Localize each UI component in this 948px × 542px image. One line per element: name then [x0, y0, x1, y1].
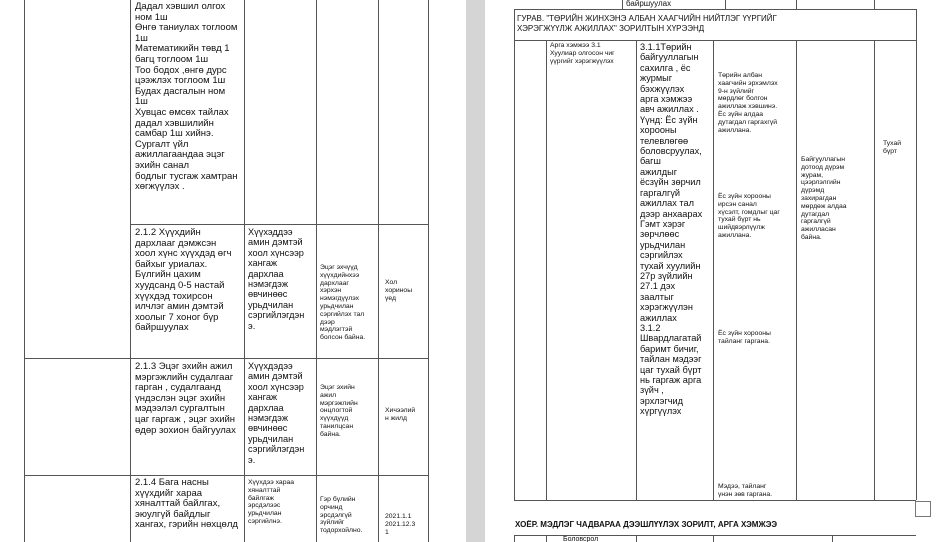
table-border — [24, 475, 428, 476]
table-border — [916, 9, 917, 500]
table-border — [514, 500, 916, 501]
table-cell-indicator: Байгууллагын дотоод дүрэм журам, цээрлэлгийн дүрэмд захирагдан мөрдөж алдаа дутагдал гаргалгүй ажилласан байна. — [801, 156, 847, 241]
table-cell-result: Ёс зүйн хорооны тайланг гаргана. — [718, 330, 771, 345]
table-cell-time: Хол хориноы үед — [385, 279, 413, 302]
table-border — [316, 0, 317, 542]
table-cell-time: Хичээлий н жилд — [385, 407, 416, 422]
table-border — [622, 0, 623, 9]
section-title: ГУРАВ. "ТӨРИЙН ЖИНХЭНЭ АЛБАН ХААГЧИЙН НИЙТЛЭГ ҮҮРГИЙГ ХЭРЭГЖҮҮЛЖ АЖИЛЛАХ" ЗОРИЛТЫН ХҮРЭЭНД — [517, 14, 777, 33]
table-border — [713, 535, 714, 542]
table-cell-policy: Арга хэмжээ 3.1 Хуулиар олгосон чиг үүргийг хэрэгжүүлэх — [550, 42, 615, 65]
table-border — [796, 40, 797, 500]
table-border — [874, 40, 875, 500]
table-border — [130, 0, 131, 542]
table-border — [796, 0, 797, 9]
table-border — [514, 9, 916, 10]
table-cell-activity: 2.1.3 Эцэг эхийн ажил мэргэжлийн судалгааг гарган , судалгаанд үндэслэн эцэг эхийн мэдээлэл сургалтын цаг гаргаж , эцэг эхийн өдөр зохион байгуулах — [135, 361, 236, 436]
table-border — [546, 535, 547, 542]
table-border — [874, 0, 875, 9]
table-cell-indicator: Эцэг эхчүүд хүүхдийнхээ дархлааг хэрхэн нэмэгдүүлэх урьдчилан сэргийлэх тал дээр мэдлэгтэй болсон байна. — [320, 264, 366, 342]
table-cell-result: Хүүхэддээ амин дэмтэй хоол хүнсээр хангаж дархлаа нэмэгдэж өвчинөөс урьдчилан сэргийлэгдэн э. — [248, 227, 305, 331]
table-cell-result: Төрийн албан хаагчийн эрхэмлэх 9-н зүйлийг мөрдлөг болгон ажиллаж хэвшинэ. Ёс зүйн алдаа дутагдал гаргахгүй ажиллана. — [718, 72, 778, 134]
activity-cell-text: Дадал хэвшил олгох ном 1ш Өнгө таниулах тоглоом 1ш Математикийн төвд 1 багц тоглоом 1ш Тоо бодох ,өнгө дурс цээжлэх тоглоом 1ш Будах дасгалын ном 1ш Хувцас өмсөх тайлах дадал хэвшилийн самбар 1ш хийнэ. Сургалт үйл ажиллагаандаа эцэг эхийн санал бодлыг тусгаж хамтран хөгжүүлэх . — [135, 1, 238, 193]
table-cell-indicator: Эцэг эхийн ажил мэргэжлийн онцлогтой хүүхдүүд танилцсан байна. — [320, 384, 358, 438]
table-border — [713, 40, 714, 500]
table-cell-result: Хүүхдээ хараа хяналттай байлгаж эрсдэлээс урьдчилан сэргийлнэ. — [248, 479, 295, 525]
table-border — [514, 40, 916, 41]
page-gap — [466, 0, 485, 542]
table-cell-indicator: Гэр бүлийн орчинд эрсдэлгүй зүйлийг тодорхойлно. — [320, 496, 363, 535]
table-cell-result: Хүүхдэдээ амин дэмтэй хоол хүнсээр хангаж дархлаа нэмэгдэж өвчинөөс урьдчилан сэргийлэгдэн э. — [248, 361, 305, 465]
table-border — [725, 0, 726, 9]
table-cell-time: 2021.1.1 2021.12.3 1 — [385, 513, 416, 536]
table-cell-fragment: Боловсрол — [563, 536, 599, 542]
section-title: ХОЁР. МЭДЛЭГ ЧАДВАРАА ДЭЭШЛҮҮЛЭХ ЗОРИЛТ, АРГА ХЭМЖЭЭ — [515, 520, 778, 529]
table-cell-activity: 2.1.4 Бага насны хүүхдийг хараа хяналттай байлгах, эюулгүй байдлыг хангах, гэрийн нөхцөлд — [135, 477, 238, 531]
table-border — [636, 40, 637, 500]
table-border — [514, 9, 515, 500]
table-border — [514, 535, 515, 542]
table-border — [244, 0, 245, 542]
table-cell-activity: 2.1.2 Хүүхдийн дархлааг дэмжсэн хоол хүнс хүүхдэд өгч байхыг уриалах. Бүлгийн цахим хуудсанд 0-5 настай хүүхдэд тохирсон илчлэг амин дэмтэй хоолыг 7 хоног бүр байршуулах — [135, 227, 232, 334]
table-border — [546, 40, 547, 500]
table-border — [832, 535, 833, 542]
table-border — [428, 0, 429, 542]
document-page-right — [485, 0, 948, 542]
table-border — [636, 535, 637, 542]
table-border — [24, 0, 25, 542]
table-border — [378, 0, 379, 542]
table-cell-result: Мэдээ, тайланг үнэн зөв гаргана. — [718, 483, 773, 498]
table-border — [24, 358, 428, 359]
table-border — [130, 224, 428, 225]
table-cell-time: Тухай бүрт — [883, 140, 902, 155]
table-cell-result: Ёс зүйн хорооны ирсэн санал хүсэлт, гомдлыг цаг тухай бүрт нь шийдвэрлүүлж ажиллана. — [718, 193, 780, 239]
table-cell-activity: 3.1.1Төрийн байгууллагын сахилга , ёс журмыг бэхжүүлэх арга хэмжээ авч ажиллах . Үүнд: Ёс зүйн хорооны телевлөгөө боловсруулах, багш ажилдыг ёсзүйн зөрчил гаргалгүй ажиллах тал дээр анхаарах Гэмт хэрэг зөрчлөөс урьдчилан сэргийлэх тухай хуулийн 27р зүйлийн 27.1 дэх заалтыг хэрэгжүүлэн ажиллах 3.1.2 Швардлагатай баримт бичиг, тайлан мэдээг цаг тухай бүрт нь гаргаж арга зүйч , эрхлэгчид хүргүүлэх — [640, 42, 703, 417]
table-cell-fragment: байршуулах — [626, 0, 672, 8]
table-resize-handle[interactable] — [915, 501, 931, 517]
document-page-left — [0, 0, 466, 542]
